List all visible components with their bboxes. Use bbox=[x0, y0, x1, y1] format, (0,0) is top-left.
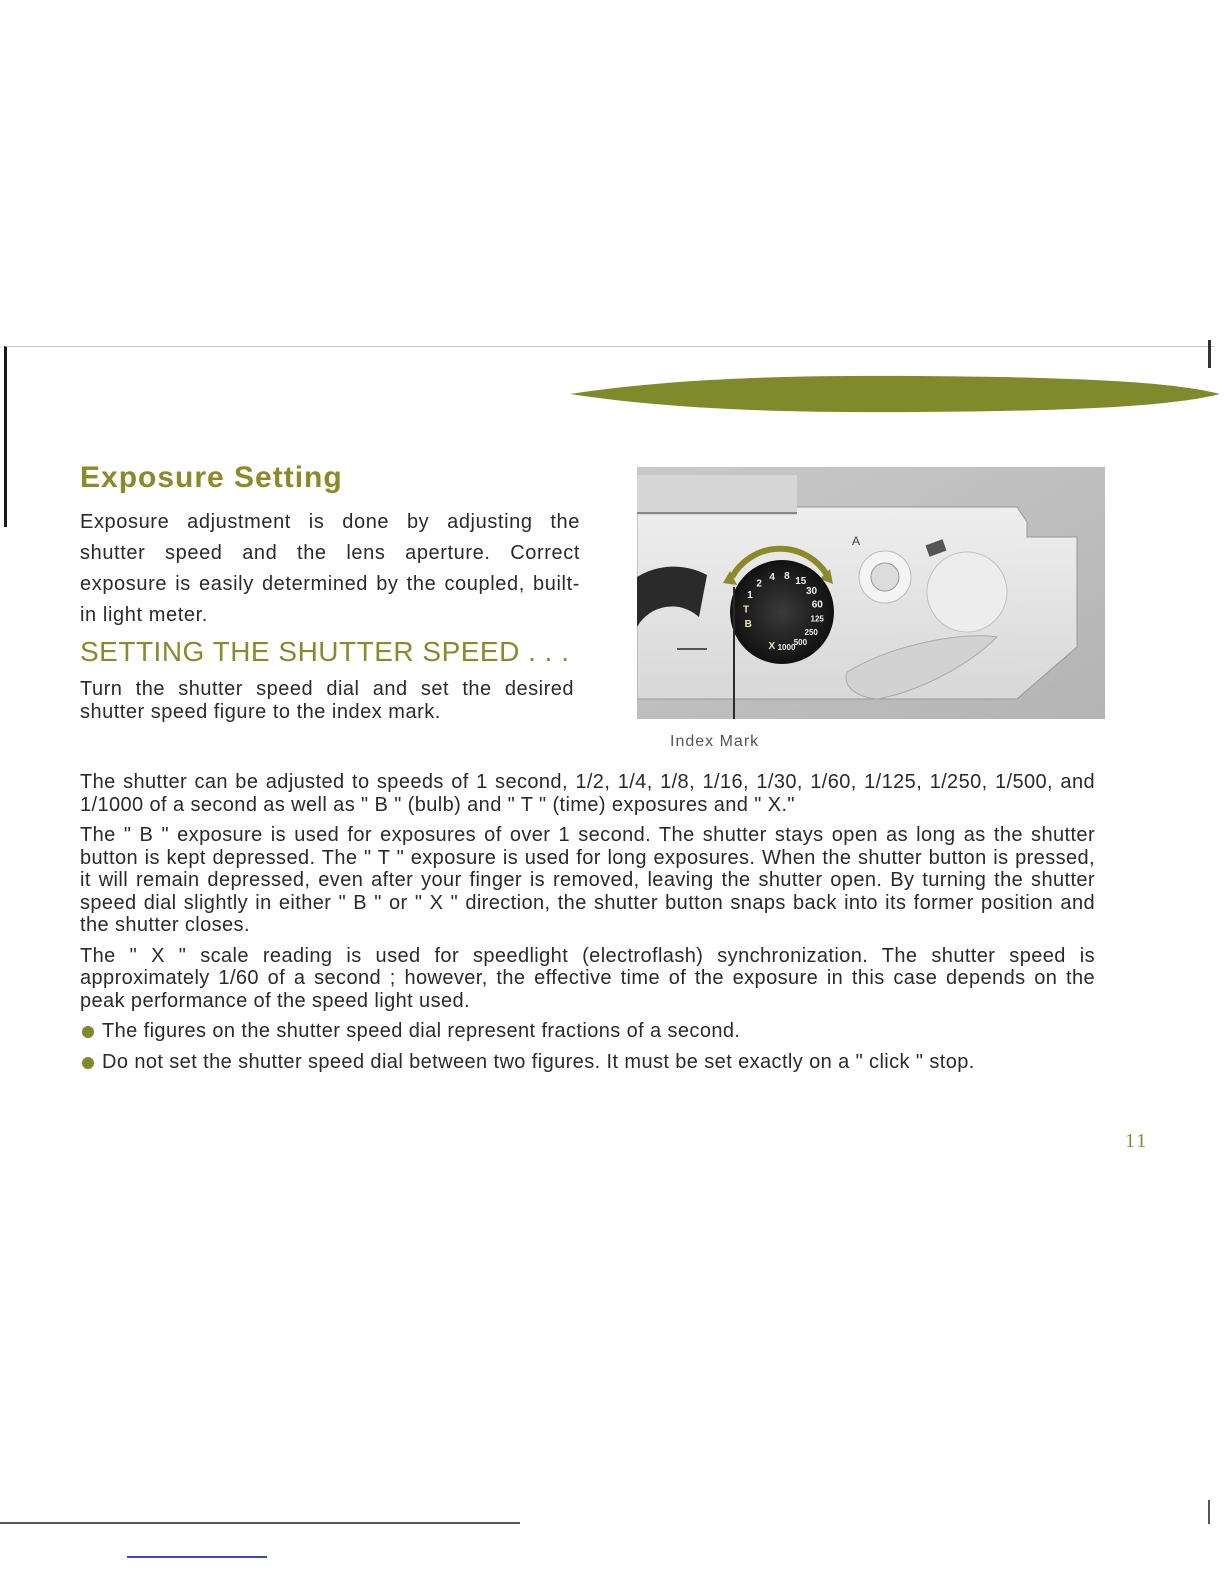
dial-label: 500 bbox=[793, 638, 808, 648]
bullet-dot-icon bbox=[82, 1057, 94, 1069]
footer-rule bbox=[127, 1556, 267, 1558]
svg-text:A: A bbox=[852, 534, 861, 548]
dial-label: 1000 bbox=[777, 642, 796, 652]
dial-label: 125 bbox=[810, 614, 824, 624]
dial-label: 60 bbox=[811, 599, 823, 611]
body-text bbox=[80, 771, 1095, 1081]
section-title: Exposure Setting bbox=[80, 461, 343, 494]
notes-list bbox=[80, 1020, 1095, 1073]
dial-label: 2 bbox=[756, 578, 762, 590]
page-edge-mark bbox=[1208, 1500, 1210, 1524]
dial-label: 250 bbox=[804, 628, 818, 638]
list-item bbox=[80, 1051, 1095, 1074]
dial-label: 1 bbox=[747, 590, 753, 602]
list-item-text: The figures on the shutter speed dial represent fractions of a second. bbox=[102, 1020, 741, 1042]
list-item bbox=[80, 1020, 1095, 1043]
bullet-dot-icon bbox=[82, 1026, 94, 1038]
body-paragraph: The " B " exposure is used for exposures of over 1 second. The shutter stays open as long as the shutter button is kept depressed. The " T " exposure is used for long exposures. When the shutter button is pressed, it will remain depressed, even after your finger is removed, leaving the shutter open. By turning the shutter speed dial slightly in either " B " or " X " direction, the shutter button snaps back into its former position and the shutter closes. bbox=[80, 824, 1095, 936]
page-number: 11 bbox=[1125, 1130, 1149, 1152]
dial-label: B bbox=[744, 618, 752, 630]
dial-label: 4 bbox=[769, 571, 775, 583]
intro-paragraph: Exposure adjustment is done by adjusting the shutter speed and the lens aperture. Correct exposure is easily determined by the coupled, built-in light meter. bbox=[80, 511, 580, 626]
page-bottom-rule bbox=[0, 1522, 520, 1524]
dial-label: 30 bbox=[805, 586, 818, 598]
photo-caption: Index Mark bbox=[670, 733, 760, 750]
page-edge-mark bbox=[1208, 340, 1211, 368]
dial-label: 8 bbox=[784, 570, 790, 582]
accent-bar bbox=[570, 372, 1220, 416]
dial-label: X bbox=[768, 641, 776, 653]
shutter-dial-photo bbox=[637, 467, 1105, 719]
list-item-text: Do not set the shutter speed dial between two figures. It must be set exactly on a " click " stop. bbox=[102, 1050, 975, 1073]
subsection-title: SETTING THE SHUTTER SPEED . . . bbox=[80, 636, 570, 667]
body-paragraph: The shutter can be adjusted to speeds of 1 second, 1/2, 1/4, 1/8, 1/16, 1/30, 1/60, 1/125, 1/250, 1/500, and 1/1000 of a second as well as " B " (bulb) and " T " (time) exposures and " X." bbox=[80, 771, 1095, 816]
body-paragraph: The " X " scale reading is used for speedlight (electroflash) synchronization. The shutter speed is approximately 1/60 of a second ; however, the effective time of the exposure in this case depends on the peak performance of the speed light used. bbox=[80, 944, 1095, 1012]
dial-label: 15 bbox=[795, 575, 807, 587]
subsection-intro: Turn the shutter speed dial and set the desired shutter speed figure to the index mark. bbox=[80, 678, 574, 723]
dial-label: T bbox=[743, 604, 750, 616]
